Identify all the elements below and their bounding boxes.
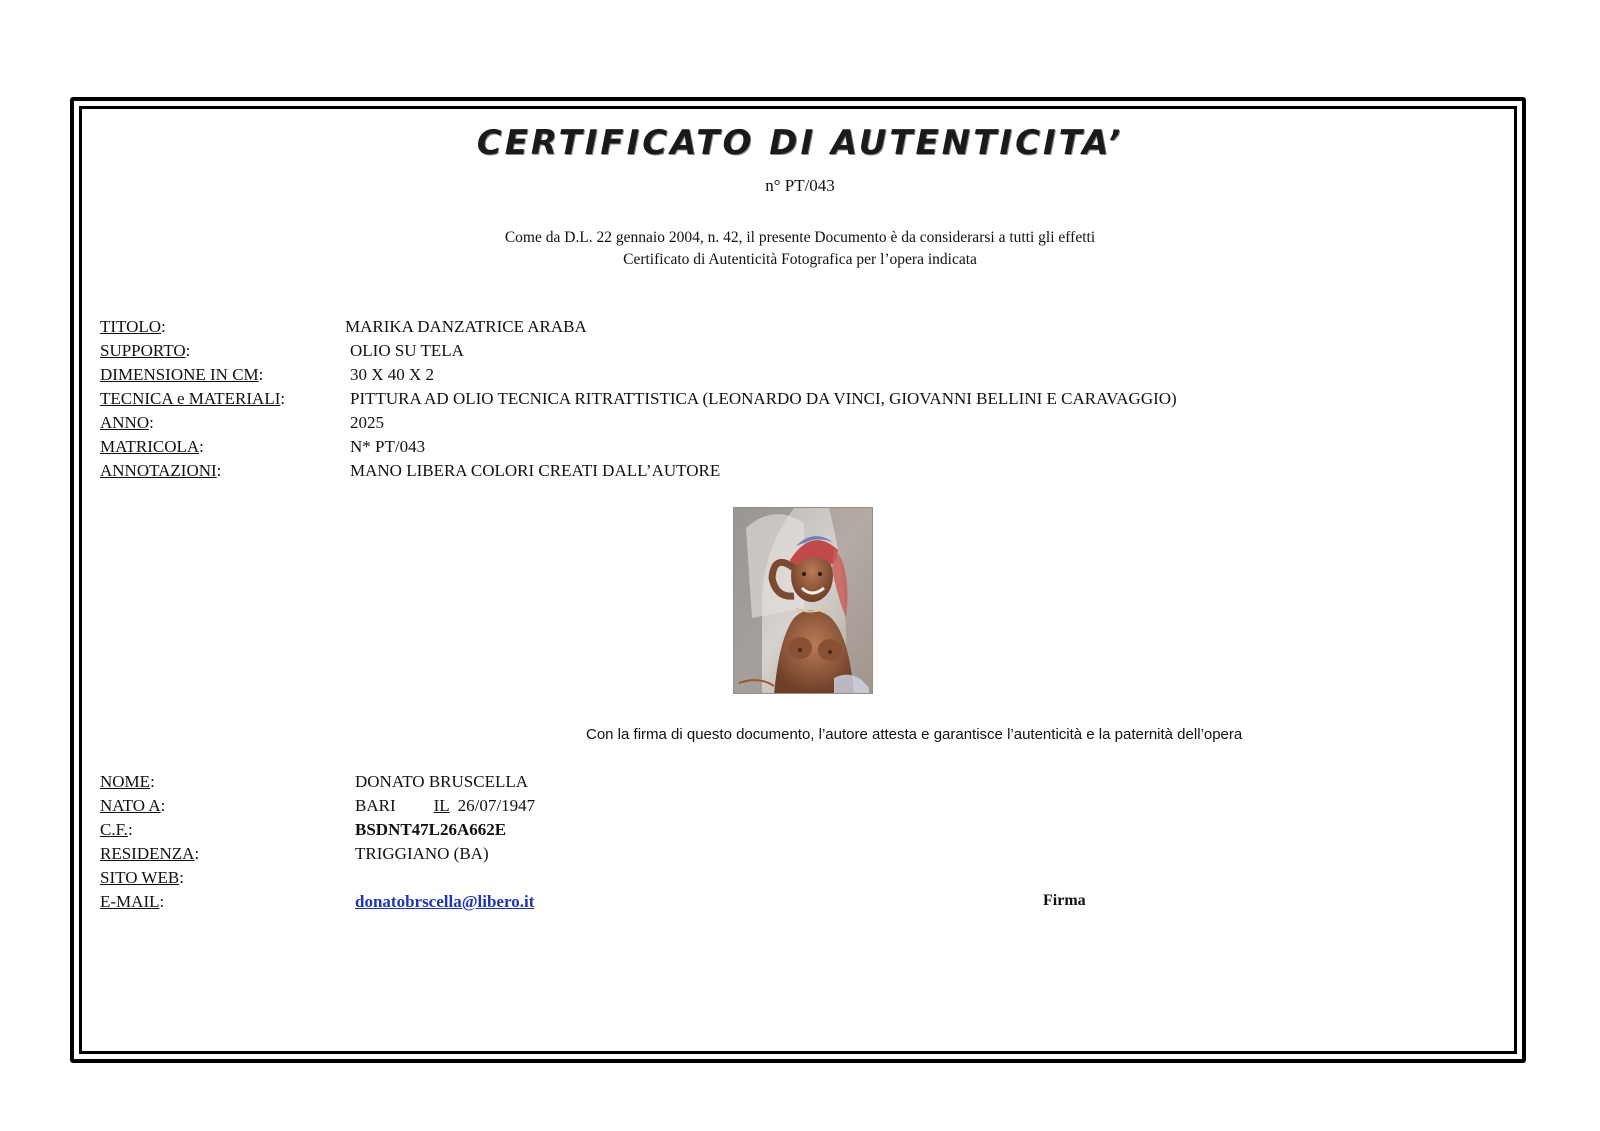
legal-line-2: Certificato di Autenticità Fotografica per l’opera indicata	[623, 251, 977, 268]
author-tax-code: BSDNT47L26A662E	[355, 820, 507, 839]
author-birthdate: 26/07/1947	[457, 796, 536, 815]
legal-notice	[0, 227, 1600, 271]
author-birthplace: BARI	[355, 796, 396, 815]
signature-label: Firma	[1043, 892, 1086, 909]
author-label: SITO WEB	[100, 868, 180, 887]
author-residence: TRIGGIANO (BA)	[355, 844, 489, 863]
author-label: C.F.	[100, 820, 128, 839]
authenticity-statement: Con la firma di questo documento, l’autore attesta e garantisce l’autenticità e la paternità dell’opera	[586, 726, 1243, 743]
detail-label: TECNICA e MATERIALI	[100, 389, 281, 408]
detail-label: ANNOTAZIONI	[100, 461, 217, 480]
author-label: E-MAIL	[100, 892, 160, 911]
detail-value: OLIO SU TELA	[350, 341, 464, 360]
detail-value: 30 X 40 X 2	[350, 365, 435, 384]
artwork-photo	[733, 507, 873, 694]
author-email-link[interactable]: donatobrscella@libero.it	[355, 892, 535, 911]
il-label: IL	[433, 796, 450, 815]
detail-label: SUPPORTO	[100, 341, 186, 360]
detail-value: 2025	[350, 413, 384, 432]
author-label: NATO A	[100, 796, 161, 815]
detail-label: DIMENSIONE IN CM	[100, 365, 259, 384]
detail-label: ANNO	[100, 413, 150, 432]
legal-line-1: Come da D.L. 22 gennaio 2004, n. 42, il presente Documento è da considerarsi a tutti gli effetti	[504, 229, 1096, 246]
author-label: RESIDENZA	[100, 844, 195, 863]
detail-value: MARIKA DANZATRICE ARABA	[345, 317, 587, 336]
detail-label: TITOLO	[100, 317, 162, 336]
certificate-title: CERTIFICATO DI AUTENTICITA’	[476, 123, 1124, 163]
detail-value: MANO LIBERA COLORI CREATI DALL’AUTORE	[350, 461, 721, 480]
author-name: DONATO BRUSCELLA	[355, 772, 529, 791]
detail-value: PITTURA AD OLIO TECNICA RITRATTISTICA (LEONARDO DA VINCI, GIOVANNI BELLINI E CARAVAGGIO)	[350, 389, 1177, 408]
detail-label: MATRICOLA	[100, 437, 200, 456]
certificate-number: n° PT/043	[765, 176, 835, 195]
detail-value: N* PT/043	[350, 437, 426, 456]
author-label: NOME	[100, 772, 151, 791]
